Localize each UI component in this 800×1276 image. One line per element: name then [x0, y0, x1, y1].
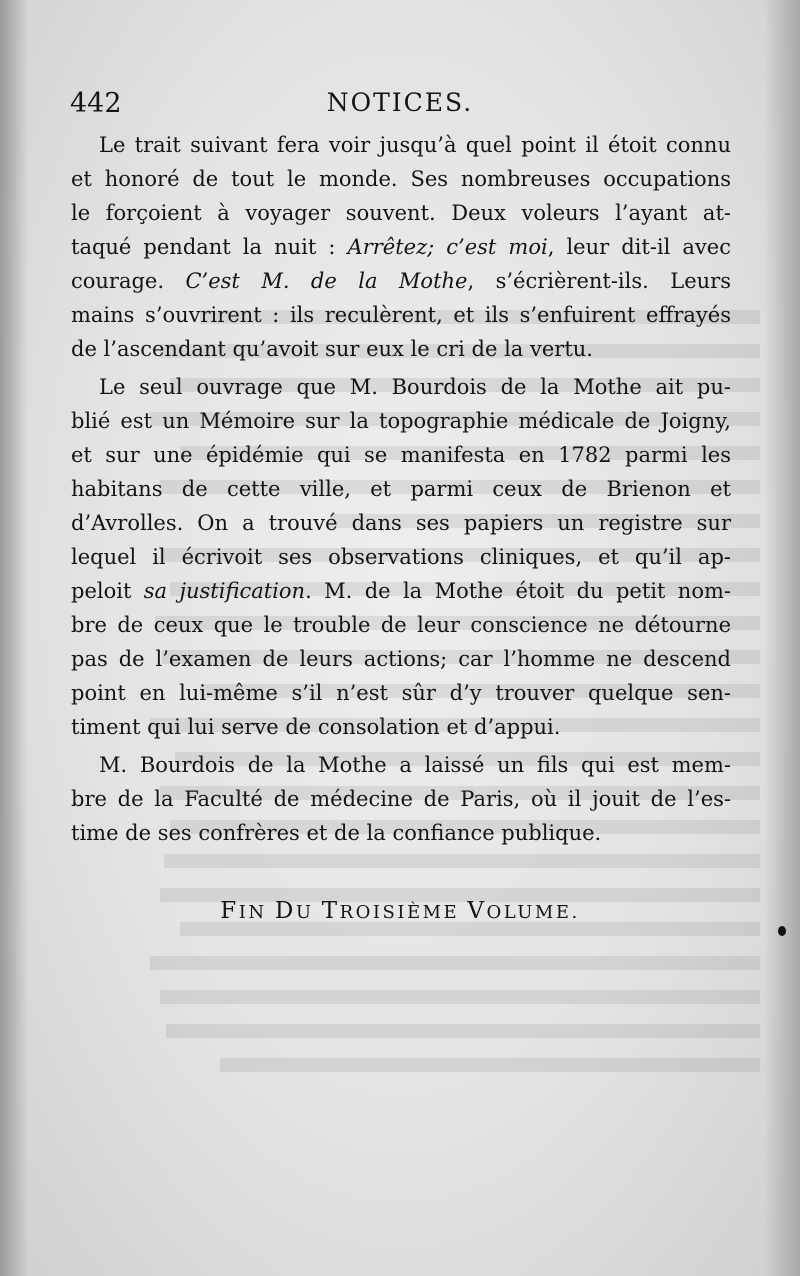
text-line: mains s’ouvrirent : ils reculèrent, et ils s’enfuirent effrayés [71, 303, 731, 327]
text-line: timent qui lui serve de consolation et d’appui. [71, 715, 561, 739]
text-line: d’Avrolles. On a trouvé dans ses papiers un registre sur [71, 511, 731, 535]
text-line: de l’ascendant qu’avoit sur eux le cri de la vertu. [71, 337, 593, 361]
text-line: et sur une épidémie qui se manifesta en 1782 parmi les [71, 443, 731, 467]
text-line: Le seul ouvrage que M. Bourdois de la Mothe ait pu- [99, 375, 731, 399]
paragraph [71, 748, 731, 850]
text-line: peloit sa justification. M. de la Mothe étoit du petit nom- [71, 579, 731, 603]
page-gutter-shadow [0, 0, 28, 1276]
page-number: 442 [70, 88, 122, 119]
text-line: courage. C’est M. de la Mothe, s’écrièrent-ils. Leurs [71, 269, 731, 293]
closing-text: FIN DU TROISIÈME VOLUME. [220, 898, 580, 924]
text-line: time de ses confrères et de la confiance publique. [71, 821, 602, 845]
closing-line [0, 898, 800, 924]
text-line: point en lui-même s’il n’est sûr d’y trouver quelque sen- [71, 681, 731, 705]
text-line: le forçoient à voyager souvent. Deux voleurs l’ayant at- [71, 201, 731, 225]
paragraph [71, 370, 731, 744]
text-line: et honoré de tout le monde. Ses nombreuses occupations [71, 167, 731, 191]
text-line: taqué pendant la nuit : Arrêtez; c’est moi, leur dit-il avec [71, 235, 731, 259]
ink-mark [778, 926, 786, 936]
text-line: habitans de cette ville, et parmi ceux de Brienon et [71, 477, 731, 501]
page-edge-shadow [764, 0, 800, 1276]
text-line: bre de la Faculté de médecine de Paris, où il jouit de l’es- [71, 787, 731, 811]
page-header [70, 88, 730, 128]
text-line: bre de ceux que le trouble de leur conscience ne détourne [71, 613, 731, 637]
running-title: NOTICES. [326, 88, 474, 117]
text-line: blié est un Mémoire sur la topographie médicale de Joigny, [71, 409, 731, 433]
text-line: lequel il écrivoit ses observations cliniques, et qu’il ap- [71, 545, 731, 569]
text-line: M. Bourdois de la Mothe a laissé un fils qui est mem- [99, 753, 731, 777]
text-line: pas de l’examen de leurs actions; car l’homme ne descend [71, 647, 731, 671]
body-text [71, 128, 731, 850]
paragraph [71, 128, 731, 366]
text-line: Le trait suivant fera voir jusqu’à quel point il étoit connu [99, 133, 731, 157]
